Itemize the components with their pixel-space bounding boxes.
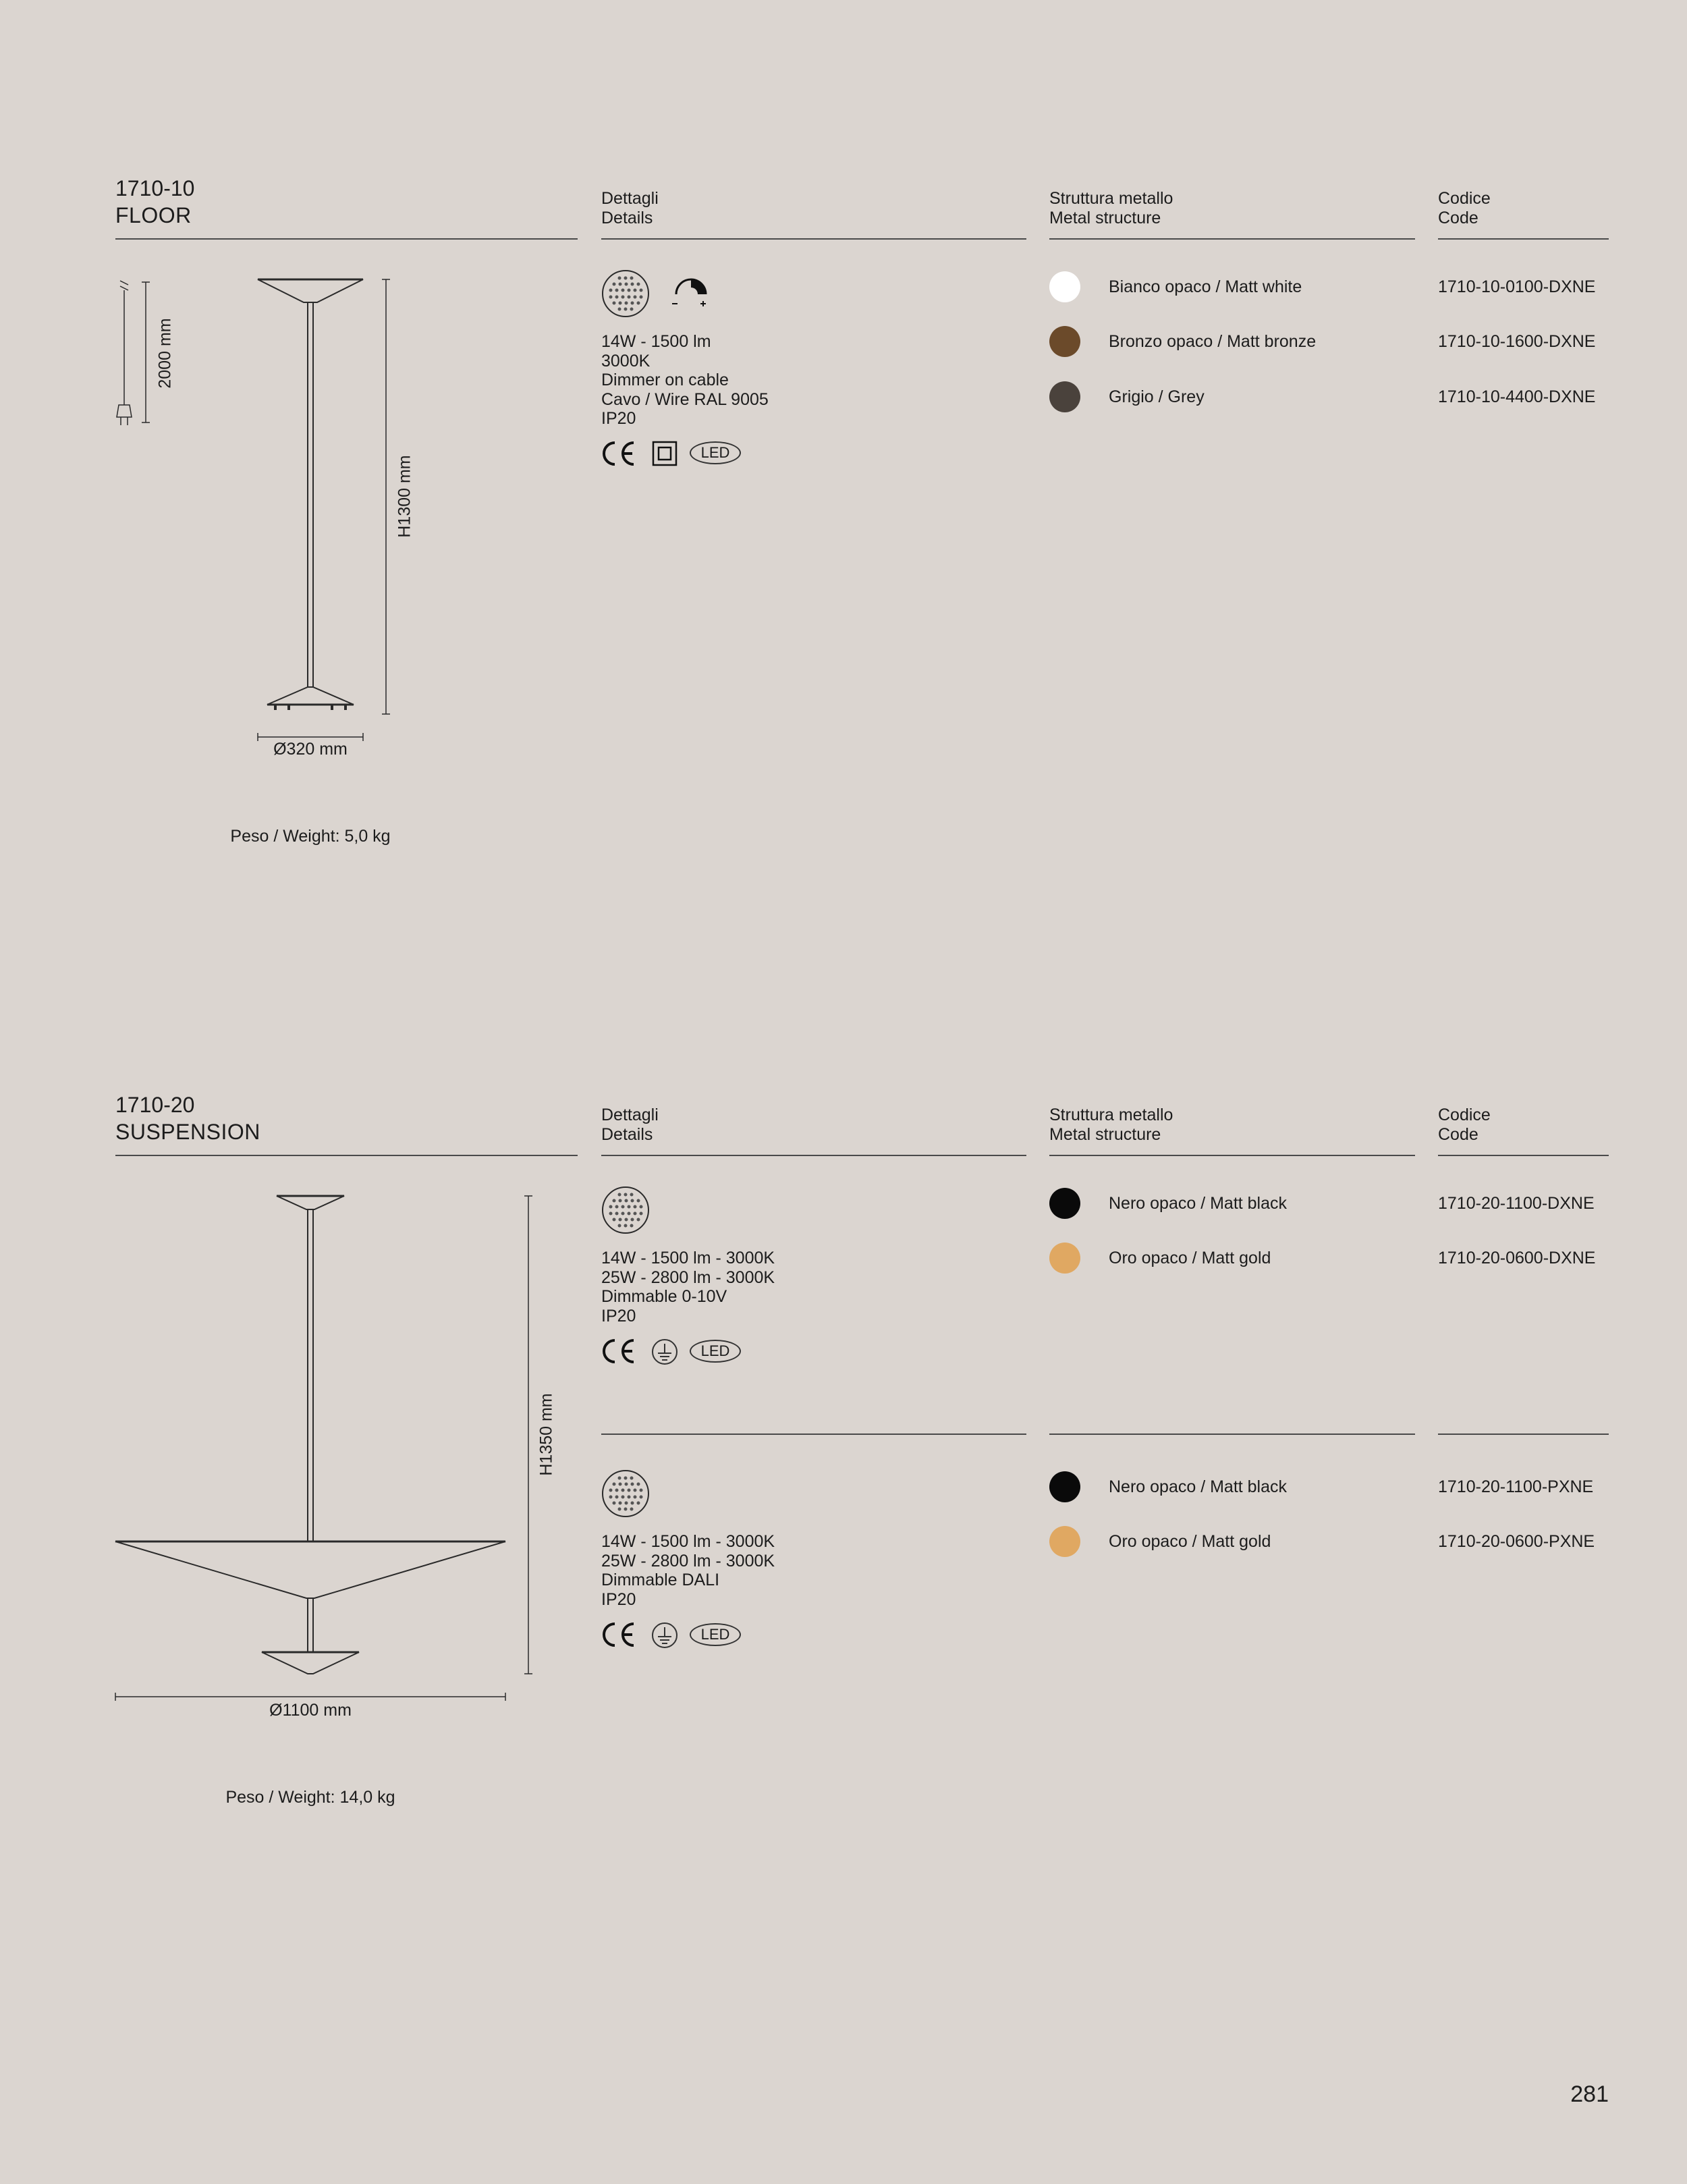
finish-swatch — [1049, 1471, 1080, 1502]
finish-label: Nero opaco / Matt black — [1109, 1477, 1288, 1496]
header-it: Codice — [1438, 1105, 1491, 1124]
header-en: Metal structure — [1049, 1125, 1161, 1144]
spec-line: Dimmer on cable — [601, 371, 729, 389]
dimension-diameter: Ø320 mm — [273, 740, 348, 759]
spec-line: Cavo / Wire RAL 9005 — [601, 389, 769, 409]
header-it: Dettagli — [601, 1105, 659, 1124]
finish-label: Bronzo opaco / Matt bronze — [1109, 331, 1317, 351]
spec-line: 25W - 2800 lm - 3000K — [601, 1551, 775, 1571]
ce-mark-icon — [600, 1621, 638, 1648]
dimension-height: H1350 mm — [536, 1392, 556, 1476]
led-array-icon — [601, 1469, 650, 1518]
earth-ground-icon — [651, 1622, 678, 1649]
divider — [1049, 1434, 1415, 1435]
led-badge-icon: LED — [690, 1340, 741, 1363]
spec-line: Dimmable 0-10V — [601, 1287, 727, 1306]
earth-ground-icon — [651, 1338, 678, 1365]
spec-line: 3000K — [601, 351, 651, 371]
spec-line: IP20 — [601, 1589, 636, 1609]
finish-label: Oro opaco / Matt gold — [1109, 1248, 1271, 1267]
product-code: 1710-20 — [115, 1093, 195, 1117]
ce-mark-icon — [600, 1338, 638, 1365]
spec-list — [601, 1532, 775, 1609]
finish-label: Oro opaco / Matt gold — [1109, 1531, 1271, 1551]
finish-swatch — [1049, 1526, 1080, 1557]
product-type: SUSPENSION — [115, 1120, 260, 1144]
spec-line: IP20 — [601, 409, 636, 428]
product-code: 1710-10 — [115, 176, 195, 200]
header-en: Details — [601, 1125, 653, 1144]
header-en: Details — [601, 209, 653, 227]
header-it: Struttura metallo — [1049, 1105, 1173, 1124]
product-code-value: 1710-20-1100-PXNE — [1438, 1477, 1594, 1496]
finish-swatch — [1049, 1243, 1080, 1274]
finish-label: Grigio / Grey — [1109, 387, 1205, 406]
spec-line: Dimmable DALI — [601, 1571, 720, 1589]
product-code-value: 1710-20-0600-PXNE — [1438, 1532, 1595, 1551]
finish-label: Nero opaco / Matt black — [1109, 1193, 1288, 1213]
divider — [1438, 1434, 1609, 1435]
product-type: FLOOR — [115, 203, 192, 227]
product-code-value: 1710-20-0600-DXNE — [1438, 1249, 1596, 1267]
spec-line: 14W - 1500 lm — [601, 332, 711, 351]
spec-line: 25W - 2800 lm - 3000K — [601, 1267, 775, 1287]
finish-row — [1049, 1525, 1271, 1558]
finish-row — [1049, 1186, 1287, 1220]
header-it: Dettagli — [601, 189, 659, 208]
page-number: 281 — [1570, 2081, 1609, 2107]
led-badge-icon: LED — [690, 441, 741, 464]
product-code-value: 1710-10-1600-DXNE — [1438, 332, 1596, 351]
weight-label: Peso / Weight: 5,0 kg — [230, 827, 391, 846]
header-en: Metal structure — [1049, 209, 1161, 227]
dimension-cable-length: 2000 mm — [155, 317, 175, 389]
spec-line: IP20 — [601, 1306, 636, 1326]
dimension-height: H1300 mm — [395, 454, 414, 538]
product-code-value: 1710-10-4400-DXNE — [1438, 387, 1596, 406]
header-en: Code — [1438, 209, 1478, 227]
product-code-value: 1710-10-0100-DXNE — [1438, 277, 1596, 296]
spec-line: 14W - 1500 lm - 3000K — [601, 1249, 775, 1267]
spec-list — [601, 1249, 775, 1326]
led-array-icon — [601, 1186, 650, 1234]
header-it: Struttura metallo — [1049, 189, 1173, 208]
finish-row — [1049, 1241, 1271, 1275]
product-code-value: 1710-20-1100-DXNE — [1438, 1194, 1595, 1213]
spec-line: 14W - 1500 lm - 3000K — [601, 1532, 775, 1551]
finish-swatch — [1049, 1188, 1080, 1219]
dimension-diameter: Ø1100 mm — [269, 1701, 352, 1720]
led-badge-icon: LED — [690, 1623, 741, 1646]
weight-label: Peso / Weight: 14,0 kg — [225, 1788, 395, 1807]
finish-label: Bianco opaco / Matt white — [1109, 277, 1302, 296]
finish-row — [1049, 1470, 1287, 1504]
header-it: Codice — [1438, 189, 1491, 208]
header-en: Code — [1438, 1125, 1478, 1144]
divider — [601, 1434, 1026, 1435]
